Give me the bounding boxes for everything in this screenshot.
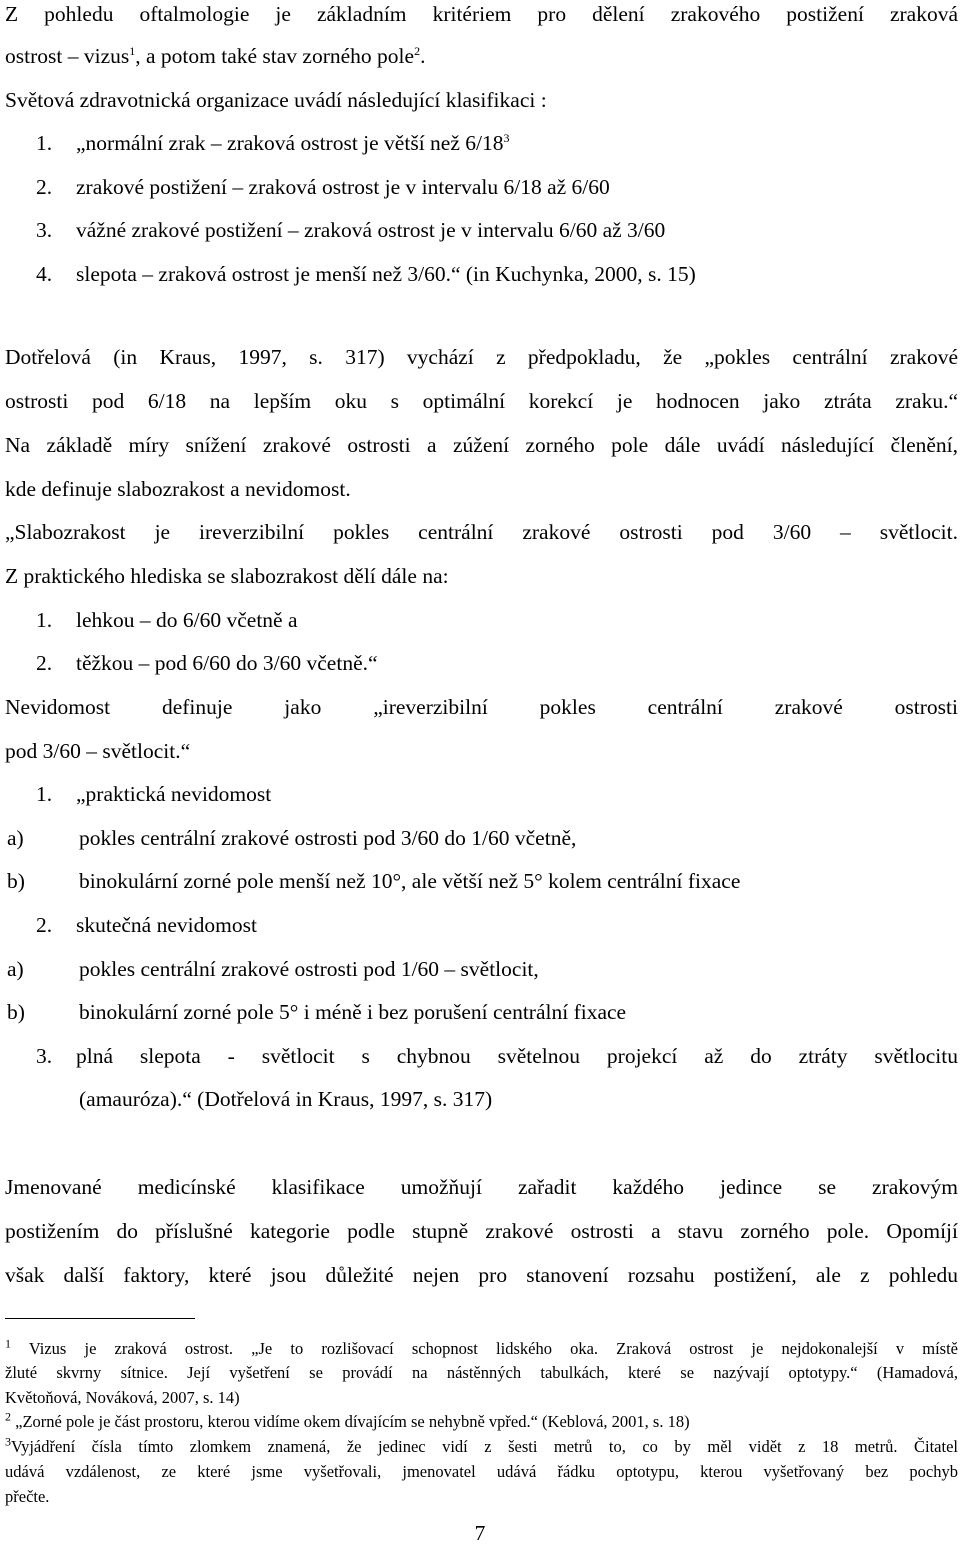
list-item (36, 651, 958, 675)
text: ostrosti pod 6/18 na lepším oku s optimální korekcí je hodnocen jako ztráta zraku.“ (5, 389, 958, 413)
list-item (7, 1000, 958, 1024)
paragraph-line (5, 695, 958, 719)
list-text: pokles centrální zrakové ostrosti pod 1/60 – světlocit, (79, 957, 539, 981)
paragraph-line (5, 433, 958, 457)
list-item (36, 175, 958, 199)
list-item-continuation (79, 1087, 959, 1111)
footnote-line (5, 1461, 958, 1483)
list-letter: a) (7, 957, 24, 981)
paragraph-line (5, 345, 958, 369)
footnote-line (5, 1362, 958, 1384)
list-text: vážné zrakové postižení – zraková ostrost je v intervalu 6/60 až 3/60 (76, 218, 666, 242)
list-number: 4. (36, 262, 53, 286)
footnote-ref: 3 (503, 130, 510, 145)
text: , a potom také stav zorného pole (135, 44, 415, 68)
paragraph-line (5, 739, 958, 763)
list-text: pokles centrální zrakové ostrosti pod 3/60 do 1/60 včetně, (79, 826, 577, 850)
text: Z pohledu oftalmologie je základním kritériem pro dělení zrakového postižení zraková (5, 2, 958, 26)
text: pod 3/60 – světlocit.“ (5, 739, 191, 763)
list-text: plná slepota - světlocit s chybnou světelnou projekcí až do ztráty světlocitu (76, 1044, 958, 1068)
text: žluté skvrny sítnice. Její vyšetření se provádí na nástěnných tabulkách, které se nazývají optotypy.“ (Hamadová, (5, 1363, 958, 1382)
list-item (36, 913, 958, 937)
paragraph-line (5, 88, 958, 112)
paragraph-line (5, 564, 958, 588)
list-text: binokulární zorné pole menší než 10°, ale větší než 5° kolem centrální fixace (79, 869, 741, 893)
text: . (420, 44, 426, 68)
list-number: 1. (36, 782, 53, 806)
paragraph-line (5, 389, 958, 413)
text: „Zorné pole je část prostoru, kterou vidíme okem dívajícím se nehybně vpřed.“ (Keblová, 2001, s. 18) (11, 1412, 690, 1431)
list-item (36, 131, 958, 155)
text: Dotřelová (in Kraus, 1997, s. 317) vychází z předpokladu, že „pokles centrální zrakové (5, 345, 958, 369)
list-number: 3. (36, 1044, 53, 1068)
footnote-line (5, 1338, 958, 1360)
list-letter: b) (7, 1000, 25, 1024)
page-number: 7 (474, 1521, 486, 1545)
list-item (36, 782, 958, 806)
list-letter: a) (7, 826, 24, 850)
list-number: 2. (36, 913, 53, 937)
footnote-number: 1 (5, 1336, 11, 1351)
list-number: 1. (36, 608, 53, 632)
footnote-number: 2 (5, 1409, 11, 1424)
text: Na základě míry snížení zrakové ostrosti a zúžení zorného pole dále uvádí následující členění, (5, 433, 958, 457)
paragraph-line (5, 1219, 958, 1243)
paragraph-line (5, 2, 958, 26)
text: Vyjádření čísla tímto zlomkem znamená, že jedinec vidí z šesti metrů to, co by měl vidět z 18 metrů. Čitatel (11, 1437, 958, 1456)
list-text: slepota – zraková ostrost je menší než 3/60.“ (in Kuchynka, 2000, s. 15) (76, 262, 696, 286)
text: Jmenované medicínské klasifikace umožňují zařadit každého jedince se zrakovým (5, 1175, 958, 1199)
footnote-line (5, 1387, 958, 1409)
list-text: skutečná nevidomost (76, 913, 257, 937)
footnote-line (5, 1436, 958, 1458)
text: udává vzdálenost, ze které jsme vyšetřovali, jmenovatel udává řádku optotypu, kterou vyšetřovaný bez pochyb (5, 1462, 958, 1481)
text: ostrost – vizus (5, 44, 130, 68)
list-text: „normální zrak – zraková ostrost je větší než 6/18 (76, 131, 504, 155)
footnote-line (5, 1411, 958, 1433)
paragraph-line (5, 1263, 958, 1287)
list-text: „praktická nevidomost (76, 782, 272, 806)
list-item (7, 957, 958, 981)
footnote-rule (5, 1318, 195, 1319)
list-letter: b) (7, 869, 25, 893)
list-number: 1. (36, 131, 53, 155)
text: (amauróza).“ (Dotřelová in Kraus, 1997, s. 317) (79, 1087, 493, 1111)
footnote-line (5, 1486, 958, 1508)
list-number: 2. (36, 175, 53, 199)
text: „Slabozrakost je ireverzibilní pokles centrální zrakové ostrosti pod 3/60 – světlocit. (5, 520, 958, 544)
text: kde definuje slabozrakost a nevidomost. (5, 477, 351, 501)
text: však další faktory, které jsou důležité nejen pro stanovení rozsahu postižení, ale z pohledu (5, 1263, 958, 1287)
list-item (7, 826, 958, 850)
list-text: těžkou – pod 6/60 do 3/60 včetně.“ (76, 651, 378, 675)
text: Květoňová, Nováková, 2007, s. 14) (5, 1388, 240, 1407)
list-text: zrakové postižení – zraková ostrost je v intervalu 6/18 až 6/60 (76, 175, 610, 199)
list-text: lehkou – do 6/60 včetně a (76, 608, 298, 632)
text: Z praktického hlediska se slabozrakost dělí dále na: (5, 564, 449, 588)
list-text: binokulární zorné pole 5° i méně i bez porušení centrální fixace (79, 1000, 627, 1024)
paragraph-line (5, 44, 958, 68)
list-item (36, 218, 958, 242)
list-number: 2. (36, 651, 53, 675)
footnote-ref: 1 (129, 43, 136, 58)
text: postižením do příslušné kategorie podle stupně zrakové ostrosti a stavu zorného pole. Opomíjí (5, 1219, 958, 1243)
list-number: 3. (36, 218, 53, 242)
footnote-ref: 2 (414, 43, 421, 58)
text: Nevidomost definuje jako „ireverzibilní pokles centrální zrakové ostrosti (5, 695, 958, 719)
paragraph-line (5, 477, 958, 501)
list-item (36, 608, 958, 632)
text: Světová zdravotnická organizace uvádí následující klasifikaci : (5, 88, 547, 112)
text: Vizus je zraková ostrost. „Je to rozlišovací schopnost lidského oka. Zraková ostrost je nejdokonalejší v místě (11, 1339, 958, 1358)
list-item (7, 869, 958, 893)
paragraph-line (5, 1175, 958, 1199)
paragraph-line (5, 520, 958, 544)
text: přečte. (5, 1487, 50, 1506)
list-item (36, 262, 958, 286)
footnote-number: 3 (5, 1434, 11, 1449)
list-item (36, 1044, 958, 1068)
